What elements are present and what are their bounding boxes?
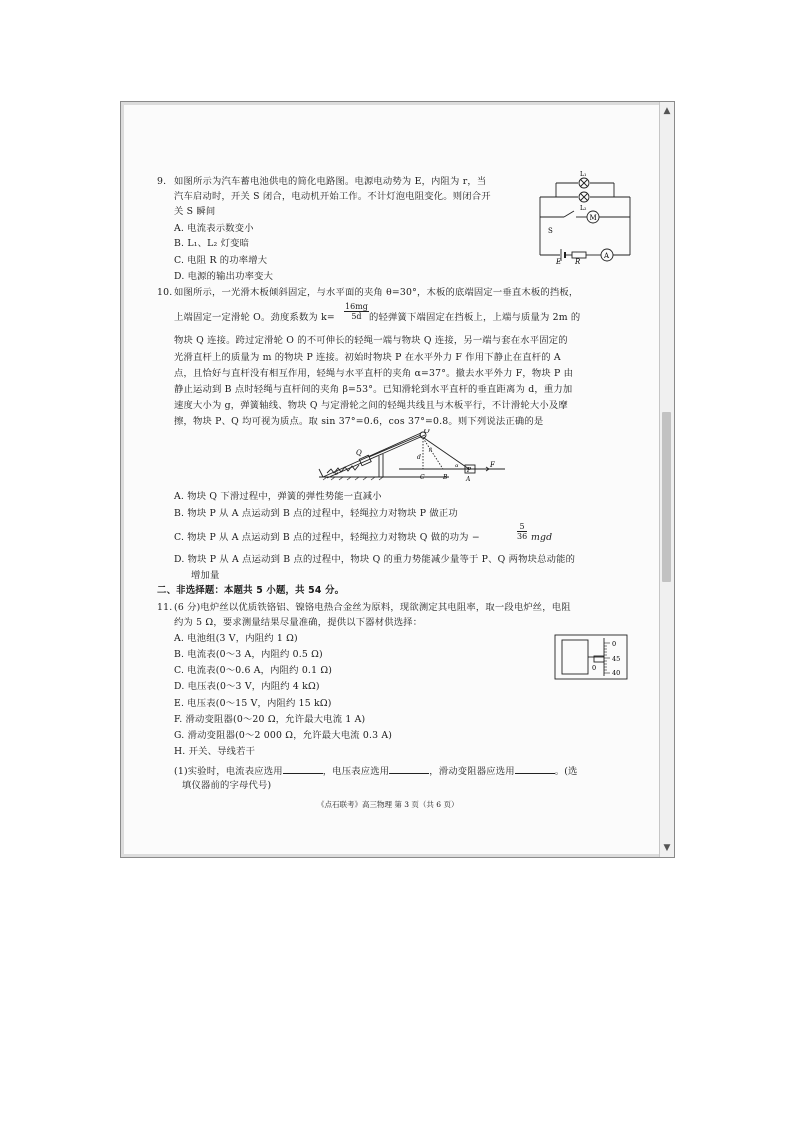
voltmeter-answer-blank bbox=[389, 764, 429, 774]
q11-item-b: B. 电流表(0～3 A，内阻约 0.5 Ω) bbox=[174, 649, 323, 660]
label-alpha: α bbox=[455, 463, 459, 469]
q9-option-a: A. 电流表示数变小 bbox=[174, 223, 254, 234]
q10-line2-end: 的轻弹簧下端固定在挡板上，上端与质量为 2m 的 bbox=[369, 312, 581, 323]
q11-item-d: D. 电压表(0～3 V，内阻约 4 kΩ) bbox=[174, 681, 320, 692]
document-page bbox=[124, 105, 661, 854]
label-switch: S bbox=[548, 227, 553, 235]
sub1-prompt-voltmeter: ，电压表应选用 bbox=[322, 766, 390, 777]
q11-sub1-line2: 填仪器前的字母代号) bbox=[182, 780, 272, 791]
q10-option-d-line1: D. 物块 P 从 A 点运动到 B 点的过程中，物块 Q 的重力势能减少量等于 P、Q 两物块总动能的 bbox=[174, 554, 576, 565]
q10-line1: 如图所示，一光滑木板倾斜固定，与水平面的夹角 θ=30°，木板的底端固定一垂直木板的挡板， bbox=[174, 287, 579, 298]
q11-item-c: C. 电流表(0～0.6 A，内阻约 0.1 Ω) bbox=[174, 665, 333, 676]
sub1-prompt-ammeter: (1)实验时，电流表应选用 bbox=[174, 766, 283, 777]
q10-line5: 点，且恰好与直杆没有相互作用，轻绳与水平直杆的夹角 α=37°。撤去水平外力 F，物块 P 由 bbox=[174, 368, 574, 379]
k-numerator: 16mg bbox=[345, 302, 368, 311]
q11-item-g: G. 滑动变阻器(0～2 000 Ω，允许最大电流 0.3 A) bbox=[174, 730, 393, 741]
q10-k-fraction bbox=[344, 302, 369, 321]
q10-line4: 光滑直杆上的质量为 m 的物块 P 连接。初始时物块 P 在水平外力 F 作用下静止在直杆的 A bbox=[174, 352, 561, 363]
q10-c-fraction bbox=[517, 522, 527, 541]
q9-option-c: C. 电阻 R 的功率增大 bbox=[174, 255, 268, 266]
q9-option-d: D. 电源的输出功率变大 bbox=[174, 271, 274, 282]
ammeter-answer-blank bbox=[283, 764, 323, 774]
k-denominator: 5d bbox=[351, 312, 362, 321]
label-l2: L₂ bbox=[580, 205, 587, 212]
scrollbar-thumb[interactable] bbox=[662, 412, 671, 582]
q11-item-h: H. 开关、导线若干 bbox=[174, 746, 256, 757]
label-block-p: P bbox=[467, 467, 472, 474]
section-two-heading: 二、非选择题：本题共 5 小题，共 54 分。 bbox=[157, 585, 345, 596]
sub1-prompt-rheostat: ，滑动变阻器应选用 bbox=[429, 766, 515, 777]
q10-option-c-tail: mgd bbox=[531, 532, 553, 543]
q10-line6: 静止运动到 B 点时轻绳与直杆间的夹角 β=53°。已知滑轮到水平直杆的垂直距离为 d，重力加 bbox=[174, 384, 573, 395]
sub1-prompt-end: 。(选 bbox=[554, 766, 578, 777]
page-footer: 《点石联考》高三物理 第 3 页（共 6 页） bbox=[317, 800, 459, 809]
q10-line7: 速度大小为 g，弹簧轴线、物块 Q 与定滑轮之间的轻绳共线且与木板平行，不计滑轮大小及摩 bbox=[174, 400, 568, 411]
label-emf: E bbox=[556, 258, 562, 266]
label-block-q: Q bbox=[356, 449, 362, 457]
q9-stem-line2: 汽车启动时，开关 S 闭合，电动机开始工作。不计灯泡电阻变化。则闭合开 bbox=[174, 191, 491, 202]
label-ammeter: A bbox=[604, 252, 610, 260]
scroll-down-icon[interactable]: ▼ bbox=[663, 843, 671, 853]
q11-item-a: A. 电池组(3 V，内阻约 1 Ω) bbox=[174, 633, 298, 644]
micrometer-label-40: 40 bbox=[612, 669, 621, 677]
q10-option-c: C. 物块 P 从 A 点运动到 B 点的过程中，轻绳拉力对物块 Q 做的功为 − bbox=[174, 532, 480, 543]
rheostat-answer-blank bbox=[515, 764, 555, 774]
q10-incline-diagram bbox=[309, 429, 509, 489]
micrometer-label-0-sleeve: 0 bbox=[592, 664, 597, 672]
label-theta: θ bbox=[335, 471, 339, 477]
q9-stem-line1: 如图所示为汽车蓄电池供电的简化电路图。电源电动势为 E，内阻为 r，当 bbox=[174, 176, 487, 187]
scroll-up-icon[interactable]: ▲ bbox=[663, 106, 671, 116]
micrometer-label-0-top: 0 bbox=[612, 640, 617, 648]
label-point-a: A bbox=[466, 476, 471, 483]
q11-line1: (6 分)电炉丝以优质铁铬铝、镍铬电热合金丝为原料，现欲测定其电阻率，取一段电炉丝，电阻 bbox=[174, 602, 571, 613]
q9-stem-line3: 关 S 瞬间 bbox=[174, 206, 216, 217]
c-denominator: 36 bbox=[517, 532, 528, 541]
q11-number: 11. bbox=[157, 602, 173, 613]
label-force-f: F bbox=[490, 461, 495, 469]
label-point-c: C bbox=[420, 474, 425, 481]
q9-option-b: B. L₁、L₂ 灯变暗 bbox=[174, 238, 250, 249]
q10-number: 10. bbox=[157, 287, 173, 298]
label-pulley-o: O bbox=[424, 429, 430, 435]
label-beta: β bbox=[429, 447, 432, 453]
q9-circuit-diagram bbox=[534, 171, 636, 266]
q10-line2-start: 上端固定一定滑轮 O。劲度系数为 k= bbox=[174, 312, 335, 323]
q10-option-b: B. 物块 P 从 A 点运动到 B 点的过程中，轻绳拉力对物块 P 做正功 bbox=[174, 508, 458, 519]
q11-item-f: F. 滑动变阻器(0～20 Ω，允许最大电流 1 A) bbox=[174, 714, 366, 725]
q10-line8: 擦，物块 P、Q 均可视为质点。取 sin 37°=0.6，cos 37°=0.8。则下列说法正确的是 bbox=[174, 416, 544, 427]
q11-item-e: E. 电压表(0～15 V，内阻约 15 kΩ) bbox=[174, 698, 332, 709]
label-point-b: B bbox=[443, 474, 448, 481]
vertical-scrollbar[interactable] bbox=[659, 102, 674, 857]
q10-option-a: A. 物块 Q 下滑过程中，弹簧的弹性势能一直减小 bbox=[174, 491, 382, 502]
micrometer-label-45: 45 bbox=[612, 655, 621, 663]
q11-sub1-line1 bbox=[174, 764, 578, 778]
q10-line3: 物块 Q 连接。跨过定滑轮 O 的不可伸长的轻绳一端与物块 Q 连接，另一端与套在水平固定的 bbox=[174, 335, 568, 346]
c-numerator: 5 bbox=[517, 522, 527, 532]
label-motor: M bbox=[589, 214, 597, 222]
q9-number: 9. bbox=[157, 176, 167, 187]
label-l1: L₁ bbox=[580, 171, 587, 178]
document-viewer bbox=[120, 101, 675, 858]
q11-line2: 约为 5 Ω，要求测量结果尽量准确，提供以下器材供选择： bbox=[174, 617, 423, 628]
label-resistor: R bbox=[575, 258, 581, 266]
micrometer-diagram bbox=[554, 634, 630, 680]
q10-option-d-line2: 增加量 bbox=[191, 570, 220, 581]
label-distance-d: d bbox=[417, 454, 421, 461]
